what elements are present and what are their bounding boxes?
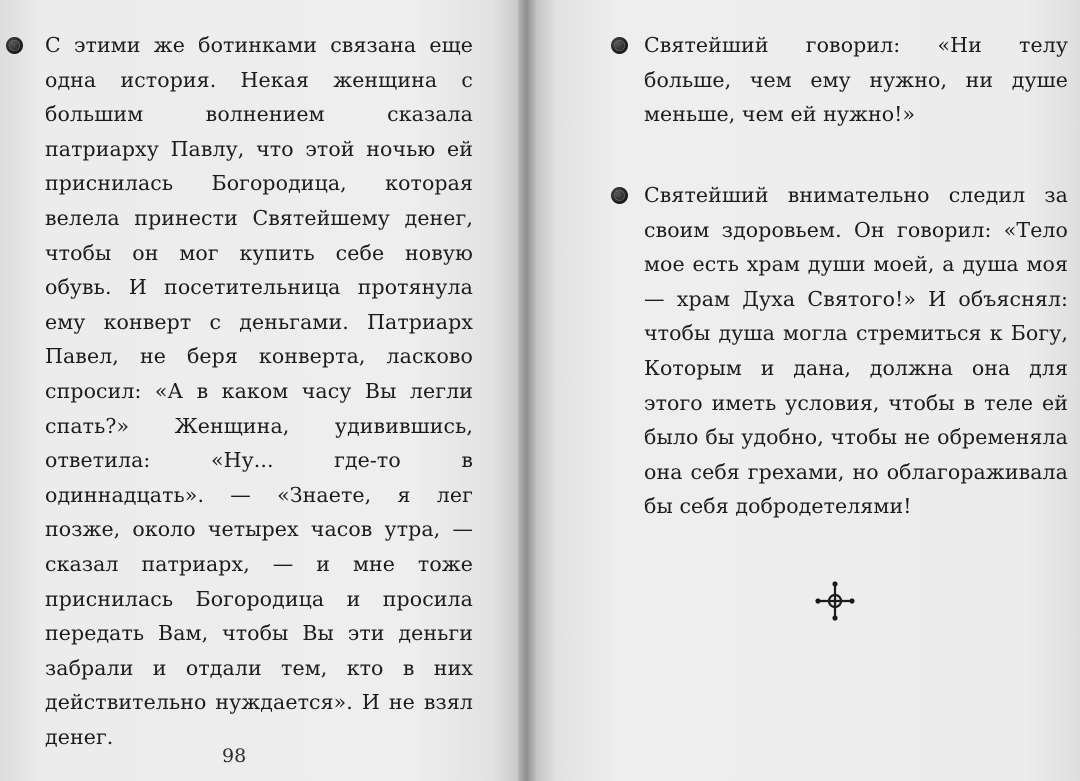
right-paragraph-2 — [644, 178, 1068, 524]
cross-ornament-icon — [814, 580, 856, 622]
page-number: 98 — [222, 745, 247, 767]
left-paragraph-1 — [45, 28, 473, 754]
paragraph-text: С этими же ботинками связана еще одна история. Некая женщина с большим волнением сказала патриарху Павлу, что этой ночью ей приснилась Богородица, которая велела принести Святейшему денег, чтобы он мог купить себе новую обувь. И посетительница протянула ему конверт с деньгами. Патриарх Павел, не беря конверта, ласково спросил: «А в каком часу Вы легли спать?» Женщина, удивившись, ответила: «Ну... где-то в одиннадцать». — «Знаете, я лег позже, около четырех часов утра, — сказал патриарх, — и мне тоже приснилась Богородица и просила передать Вам, чтобы Вы эти деньги забрали и отдали тем, кто в них действительно нуждается». И не взял денег. — [45, 33, 473, 749]
left-page — [0, 0, 518, 781]
bullet-icon — [611, 187, 628, 204]
bullet-icon — [6, 37, 23, 54]
right-page — [536, 0, 1080, 781]
paragraph-text: Святейший говорил: «Ни телу больше, чем ему нужно, ни душе меньше, чем ей нужно!» — [644, 33, 1068, 127]
paragraph-text: Святейший внимательно следил за своим здоровьем. Он говорил: «Тело мое есть храм души моей, а душа моя — храм Духа Святого!» И объяснял: чтобы душа могла стремиться к Богу, Которым и дана, должна она для этого иметь условия, чтобы в теле ей было бы удобно, чтобы не обременяла она себя грехами, но облагораживала бы себя добродетелями! — [644, 183, 1068, 519]
book-gutter — [518, 0, 536, 781]
right-paragraph-1 — [644, 28, 1068, 132]
bullet-icon — [611, 37, 628, 54]
